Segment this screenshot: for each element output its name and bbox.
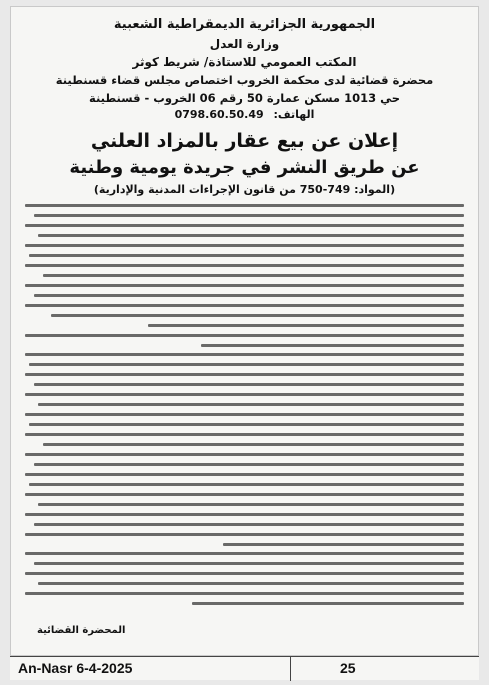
publication-date: An-Nasr 6-4-2025 [18,660,133,676]
legal-reference: (المواد: 749-750 من قانون الإجراءات المدنية والإدارية) [93,183,396,196]
announcement-subtitle: عن طريق النشر في جريدة يومية وطنية [69,157,420,178]
announcement-body-block-1 [25,204,464,354]
republic-header: الجمهورية الجزائرية الديمقراطية الشعبية [113,17,376,32]
phone-line [11,108,478,121]
office-address: حي 1013 مسكن عمارة 50 رقم 06 الخروب - قسنطينة [88,91,401,105]
page-footer [10,656,479,680]
ministry-header: وزارة العدل [209,37,280,51]
page-number: 25 [340,660,356,676]
office-header: المكتب العمومي للاستاذة/ شريط كوثر [132,55,357,69]
phone-number: 0798.60.50.49 [174,108,264,121]
footer-divider [290,657,291,681]
newspaper-page [10,6,479,656]
phone-label: الهاتف: [273,108,315,121]
announcement-title: إعلان عن بيع عقار بالمزاد العلني [90,130,399,152]
announcement-body-block-2 [25,353,464,553]
bailiff-title: محضرة قضائية لدى محكمة الخروب اختصاص مجلس قضاء قسنطينة [55,73,434,87]
bailiff-signature: المحضرة القضائية [37,625,126,636]
announcement-body-block-3 [25,552,464,612]
